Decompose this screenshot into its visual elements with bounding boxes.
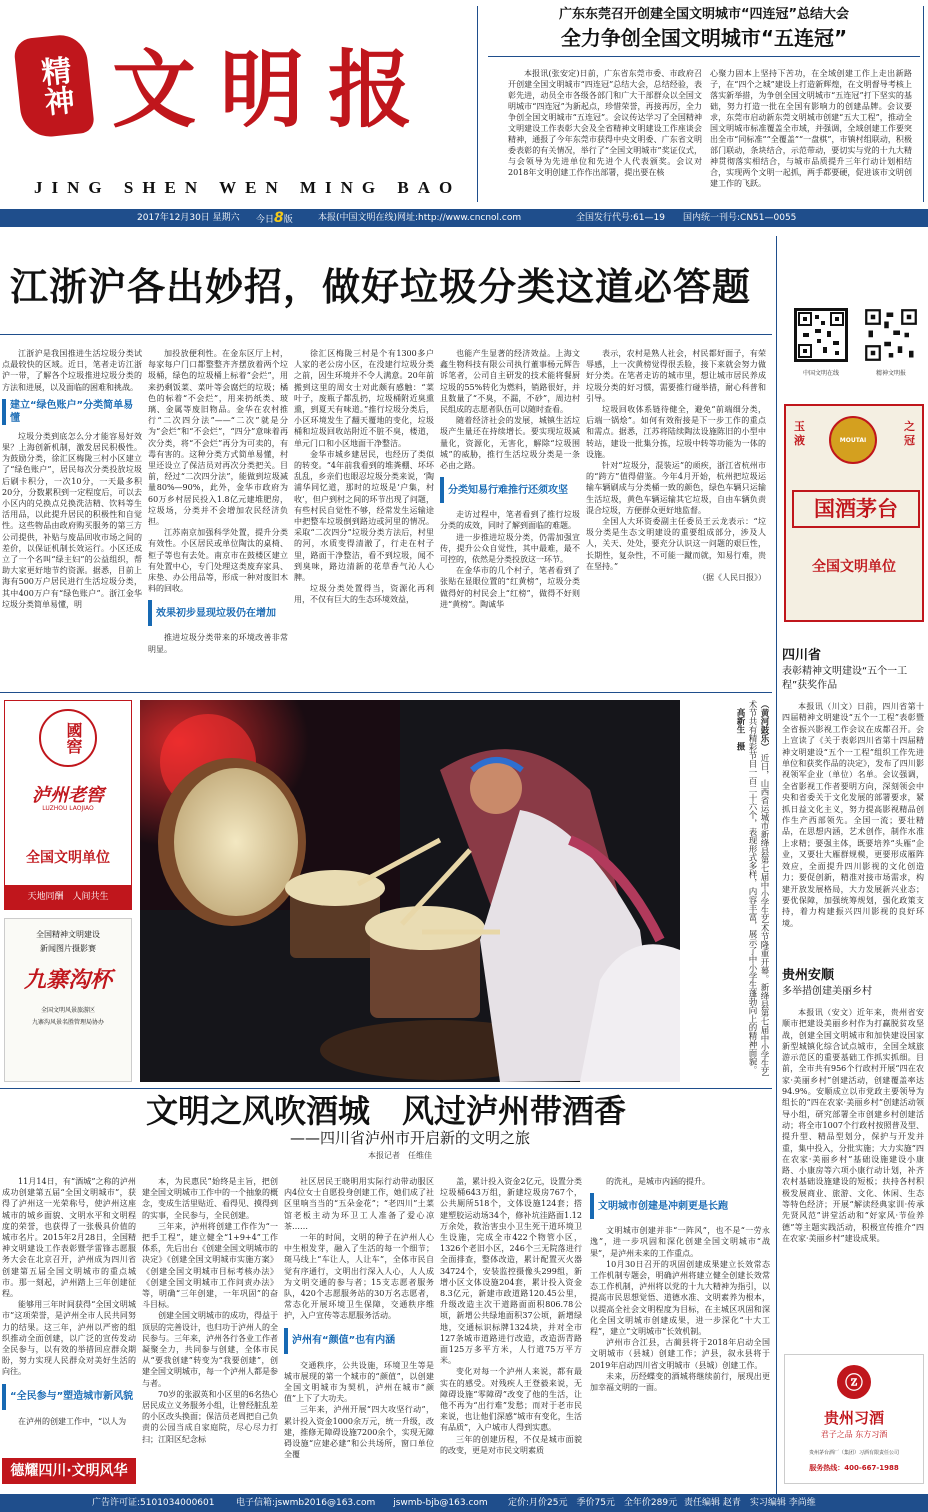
lead-col-1: 江浙沪是我国推进生活垃圾分类试点最较快的区域。近日，笔者走访江浙沪一带，了解各个垃圾推进垃圾分类的方法和进展，以及面临的困难和挑战。 建立“绿色账户”分类简单易懂 垃圾分类到底怎么分才能容易好效果？上海创新机制，激发居民积极性。为鼓励分类，徐汇区梅陇三村小区建立了“绿色账户”，居民每次分类投放垃圾后刷卡积分，一次10分，一天最多积20分，分数累积到一定程度后，可以去小区内的兑换点兑换洗洁精、饮料等生活用品，以此提升居民的积极性和自觉性。这些物品由政府购买服务的第三方公司提供，补贴与废品回收市场之间的差价，以保证机制长效运行。小区还成立了一个名叫“绿主妇”的公益组织，帮助大家更好地节约资源。据悉，目前上海有500万户居民进行生活垃圾分类，其中400万户有“绿色账户”。浙江金华垃圾分类简单易懂，明 — [2, 349, 142, 609]
jiuzhaigou-sponsor2: 九寨沟风景名胜管理局协办 — [31, 1019, 104, 1026]
jiuzhaigou-sponsor1: 全国文明风景旅游区 — [40, 1007, 95, 1014]
top-news-col1: 本报讯(张安定)日前，广东省东莞市委、市政府召开创建全国文明城市“四连冠”总结大会，总结经验，表彰先进，动员全市各级各部门和广大干部群众以全国文明城市“四连冠”为新起点，珍惜荣誉，再接再厉，全力争创全国文明城市“五连冠”。会议传达学习了全国精神文明建设工作表彰大会及全省精神文明建设工作座谈会精神，通报了今年东莞市获得中央文明委、广东省文明委表彰的有关情况，举行了“全国文明城市”奖证仪式，与会领导为先进单位和先进个人代表颁奖。会议对2018年文明创建工作作出部署，提出要在核 — [508, 69, 702, 177]
xijiu-slogan: 君子之品 东方习酒 — [820, 1430, 888, 1439]
maotai-brand: MOUTAI — [839, 436, 867, 444]
masthead-pinyin: JING SHEN WEN MING BAO — [34, 178, 462, 197]
jiuzhaigou-ad — [4, 918, 132, 1082]
lead-subhead-3: 分类知易行难推行还须攻坚 — [440, 477, 580, 503]
feature-subhead-2: 泸州有“颜值”也有内涵 — [284, 1328, 434, 1354]
maotai-ad-left: 玉液 — [794, 420, 805, 447]
dateline-cn: 国内统一刊号:CN51—0055 — [683, 213, 797, 223]
photo-caption — [688, 700, 770, 1082]
bottom-banner: 德耀四川·文明风华 — [2, 1458, 136, 1484]
lead-subhead-1: 建立“绿色账户”分类简单易懂 — [2, 399, 142, 425]
xijiu-logo-icon: ⓩ — [837, 1365, 871, 1399]
photo-tag: （黄河鼓乐） — [759, 700, 769, 751]
lead-subhead-2: 效果初步显现垃圾仍在增加 — [148, 600, 288, 626]
xijiu-name: 贵州习酒 — [823, 1409, 884, 1427]
lead-headline: 江浙沪各出妙招，做好垃圾分类这道必答题 — [10, 265, 752, 309]
lead-col-5: 表示，农村是熟人社会，村民都好面子，有荣辱感，上一次黄榜觉得很丢脸，接下来就会努力做好分类。在笔者走访的城市里，想让城市居民养成垃圾分类的好习惯，需要推行碰举措，耐心科普和引导。 垃圾回收体系链待健全，避免“前端细分类，后端一锅烩”。如何有效衔接是下一步工作的重点和需点。据悉，江苏将陆续陶汰设施陈旧的小型中转站，建设一批集分拣，垃圾中转等功能为一体的设施。 针对“垃圾分，混装运”的顽疾，浙江省杭州市的“跨方”值得借鉴。今年4月开始，杭州把垃圾运输车辆刷成与分类桶一致的颜色，绿色车辆只运输生活垃圾，黄色车辆运输其它垃圾，自由车辆负责混合垃圾，方便群众更好地监督。 全国人大环资委副主任委员王云龙表示：“垃圾分类是生态文明建设的重要组成部分，涉及人人，关天、处处，要充分认识这一问题的艰巨性，长期性，复杂性，不可能一蹴而就，知易行难，贵在坚持。” （据《人民日报》） — [586, 349, 766, 583]
maotai-ad — [784, 404, 924, 622]
photo-caption-text: 近日，山西省运城市新绛县第七届中小学生艺术节隆重开幕。新绛县第七届中小学生艺术节共有精彩节目一百二十六个，表现形式多样，内容丰富，展示了中小学生蓬勃向上的精神面貌。 — [747, 700, 769, 1077]
dateline-bar — [0, 209, 928, 227]
footer-bar — [0, 1494, 928, 1512]
maotai-ad-right: 之冠 — [904, 420, 915, 447]
guojiao-slogan: 全国文明单位 — [26, 850, 110, 866]
qr-block — [786, 308, 926, 384]
sidebar-sichuan — [782, 644, 924, 1004]
feature-col-1: 11月14日，有“酒城”之称的泸州成功创建第五届“全国文明城市”，获得了泸州这一光荣称号，使泸州这座城市的城乡面貌、文明水平和文明程度的荣誉，也获得了一张极具价值的城市名片。2015年2月28日，全国精神文明建设工作表彰暨学雷锋志愿服务大会在北京召开，泸州成为四川省创建第五届全国文明城市的重点城市。那一刻起，泸州踏上三年创建征程。 能够用三年时间获得“全国文明城市”这项荣誉，是泸州全市人民共同努力的结果。这三年，泸州以严密的组织推动全面创建，以广泛的宣传发动全民参与，以有效的举措回应群众期盼，努力实现人民群众对美好生活的向往。 “全民参与”塑造城市新风貌 在泸州的创建工作中，“以人为 — [2, 1177, 136, 1426]
lead-col-2: 加投放便利性。在金东区厅上村，每家每户门口都整整齐齐摆放着两个垃圾桶，绿色的垃圾桶上标着“会烂”，用来扔剩饭菜、菜叶等会腐烂的垃圾；橘色的标着“不会烂”，用来扔纸类、玻璃、金属等废旧物品。金华在农村推行“二次四分法”——“二次”就是分为“会烂”和“不会烂”，“四分”意味着再次分类，将“不会烂”再分为可卖的，有毒有害的。这种分类方式简单易懂，村里还设立了保洁员对再次分类把关。目前，经过“二次四分法”，能做到垃圾减量80%—90%，此外，金华市政府为60万乡村居民投入1.8亿元建堆肥房，垃圾场，分类并不会增加农民经济负担。 江苏南京加强科学处置，提升分类有效性。小区居民或单位陶汰的桌椅、柜子等也有去处。南京市在鼓楼区建立有处置中心，专门处理这类废弃家具、床垫、办公用品等，形成一种对废旧木料的回收。 效果初步显现垃圾仍在增加 推进垃圾分类带来的环境改善非常明显。 — [148, 349, 288, 654]
maotai-logo-icon — [829, 416, 877, 464]
masthead-seal — [13, 33, 95, 140]
dateline-issn: 全国发行代号:61—19 — [576, 213, 665, 223]
guojiao-ad — [4, 700, 132, 910]
top-news-title: 全力争创全国文明城市“五连冠” — [560, 26, 848, 50]
xijiu-company: 贵州茅台酒厂（集团）习酒有限责任公司 — [808, 1450, 899, 1456]
feature-col-3: 社区居民王晓明用实际行动带动服区内4位女士自愿投身创建工作，她们成了社区里响当当的“五朵金花”；“老四川”土菜馆老板主动为环卫工人准备了爱心凉茶…… 一年的时间，文明的种子在泸州人心中生根发芽，融入了生活的每一个细节；斑马线上“车让人，人让车”，全体市民自觉有序通行，文明出行深入人心，人人成为文明交通的参与者；15支志愿者服务队，420个志愿服务站的30万名志愿者，常态化开展环境卫生保障，交通秩序维护，入户宣传等志愿服务活动。 泸州有“颜值”也有内涵 交通秩序，公共设施，环境卫生等是城市展现的第一个城市的“颜值”，以创建全国文明城市为契机，泸州在城市“颜值”上下了大功夫。 三年来，泸州开展“四大攻坚行动”，累计投入资金1000余万元，统一升级，改建，推修无障碍设施7200余个，实现无障碍设施“应建必建”和公共场所，窗口单位全覆 — [284, 1177, 434, 1460]
page-count: 8 — [274, 210, 284, 226]
guojiao-sub: LUZHOU LAOJIAO — [42, 805, 94, 812]
sichuan-region: 四川省 — [782, 648, 822, 663]
sichuan-body: 本报讯（川文）日前，四川省第十四届精神文明建设“五个一工程”表彰暨全省振兴影视工作会议在成都召开。会上宣读了《关于表彰四川省第十四届精神文明建设“五个一工程”组织工作先进单位和获奖作品的决定》，发布了四川影视领军企业（单位）名单。会议强调，全省影视工作者要明方向，深刻领会中央和省委关于文化发展的部署要求，紧抓日益文化主义，努力提高影视精品创作生产西部领先。全国一流；要壮精品，在思想内涵，艺术创作，制作水准上求精；要强主体，既要培养“头雁”企业，又要壮大雁群规模，更要形成雁阵效应，全面提升四川影视的文化创造力；要促创新，精准对接市场需求，构建开放发展格局，大力发展新兴业态；要优保障，加强统筹规划，强化政策支持，着力构建振兴四川影视的良好环境。 — [782, 702, 924, 928]
top-news-kicker: 广东东莞召开创建全国文明城市“四连冠”总结大会 — [558, 7, 850, 22]
xijiu-hotline: 服务热线：400-667-1988 — [809, 1464, 899, 1472]
top-news-col2: 心聚力固本上坚持下苦功，在全域创建工作上走出新路子，在“四个之城”建设上打造新辉煌，在文明督导考核上落实新举措，为争创全国文明城市“五连冠”打下坚实的基础，努力打造一批在全国有影响力的创建品牌。会议要求，东莞市启动新东莞文明城市创建“五大工程”，推动全国文明城市标准覆盖全市域，并强调，全域创建工作要突出全市“同标准”“全覆盖”“一盘棋”，市镇村组联动，积极部门联动，条块结合，示范带动，要切实与党的十九大精神贯彻落实相结合，与城市品质提升三年行动计划相结合，实现两个文明一起抓，两手都要硬，促进该市文明创建工作的飞跃。 — [710, 69, 912, 188]
seal-chars: 精神 — [33, 54, 76, 118]
guizhou-region: 贵州安顺 — [782, 968, 835, 983]
footer-editors: 责任编辑 赵青 实习编辑 李尚维 — [684, 1498, 816, 1508]
guojiao-tagline: 天地同酬 人间共生 — [5, 885, 131, 909]
sichuan-title: 表彰精神文明建设“五个一工程”获奖作品 — [782, 666, 908, 691]
maotai-name: 国酒茅台 — [792, 490, 920, 528]
guojiao-brand: 泸州老窖 — [32, 785, 104, 806]
jiuzhaigou-line1: 全国精神文明建设 — [36, 930, 100, 939]
feature-subhead-3: 文明城市创建是冲刺更是长跑 — [590, 1193, 770, 1219]
dateline-date: 2017年12月30日 星期六 — [137, 213, 240, 223]
feature-subtitle: ——四川省泸州市开启新的文明之旅 — [289, 1129, 530, 1147]
qr-code-icon — [864, 308, 918, 362]
qr-caption-2: 精神文明报 — [875, 370, 906, 377]
guojiao-name: 國窖 — [39, 709, 97, 767]
news-photo — [140, 700, 680, 1082]
masthead-title: 文明报 — [112, 40, 437, 139]
top-news — [488, 6, 920, 204]
dateline-site: 本报(中国文明在线)网址:http://www.cncnol.com — [318, 213, 522, 223]
qr-caption-1: 中国文明在线 — [802, 370, 839, 377]
feature-headline: 文明之风吹酒城 风过泸州带酒香 — [145, 1092, 626, 1130]
qr-code-icon — [794, 308, 848, 362]
feature-col-4: 盖，累计投入资金2亿元，设置分类垃圾桶643万组，新建垃圾房767个，公共厕所518个，文体设施124套；搭建塑胶运动场34个，修补坑洼路面1.12万余处，救治害虫小卫生死干道环境卫生设施，完成全市422个物管小区，1326个老旧小区，246个三无院落进行全面排查，整体改造，累计配置灭火器34724个，安装监控摄像头299组，新增小区文体设施204套，累计投入资金8.3亿元，新建市政道路120.45公里，升级改造主次干道路面面积806.78公顷，新增公共绿地面积37公顷，新增绿地，交通标识标牌1324块，并对全市127条城市道路进行改造，改造沥青路面125万多平方米，人行道75万平方米。 变化对每一个泸州人来说，都有最实在的感受。对残疾人王登毅来说，无障碍设施“零障碍”改变了他的生活，让他不再为“出行难”发愁；而对于老市民来说，也让他们深感“城市有变化，生活有品质”，入户城市人得到实惠。 三年的创建历程，不仅是城市面貌的改变，更是对市民文明素质 — [440, 1177, 582, 1455]
jiuzhaigou-line2: 新闻图片摄影赛 — [40, 944, 96, 953]
xijiu-ad — [784, 1354, 924, 1484]
lead-col-4: 也能产生显著的经济效益。上海文鑫生物科技有限公司执行董事杨元辉告诉笔者，公司自主研发的技术能将餐厨垃圾的55%转化为燃料，销路很好，并且数量了“不臭，不漏，不砂”，周边村民组成的志愿者队伍可以随时查看。 随着经济社会的发展，城镇生活垃圾产生量还在持续增长。要实现垃圾减量化，资源化，无害化，解除“垃圾围城”的威胁，推行生活垃圾分类是一条必由之路。 分类知易行难推行还须攻坚 走访过程中，笔者看到了推行垃圾分类的成效，同时了解到面临的难题。 进一步推进垃圾分类，仍需加强宣传，提升公众自觉性，其中最难，最不可控的，依然是分类投放这一环节。 在金华市的几个村子，笔者看到了张贴在显眼位置的“红黄榜”，垃圾分类做得好的村民会上“红榜”，做得不好则进“黄榜”。陶诚华 — [440, 349, 580, 609]
maotai-slogan: 全国文明单位 — [812, 559, 896, 575]
jiuzhaigou-name: 九寨沟杯 — [23, 967, 112, 993]
guizhou-body: 本报讯（安文）近年来，贵州省安顺市把建设美丽乡村作为打赢脱贫攻坚战，创建全国文明城市和加快建设国家新型城镇化综合试点城市，全国全域旅游示范区的重要基础工作抓实抓细。目前，全市共有956个行政村开展“四在农家·美丽乡村”创建活动，创建覆盖率达94.9%。安顺成立以市党政主要领导为组长的“四在农家·美丽乡村”创建活动领导小组，研究部署全市创建乡村创建活动；将全市1007个行政村按照普及型、提升型、精品型划分，保护与开发并重，集中投入，分批实施；大力实施“四在农家·美丽乡村”基础设施建设小康路、小康房等六项小康行动计划，补齐农村基础设施建设的短板；扶持各村积极发展商业、旅游、文化、休闲、生态等特色经济；开展“解读经典家训·传承先贤风范”讲堂活动和“好家风·节俭养德”等主题实践活动，积极宣传推介“四在农家·美丽乡村”建设成果。 — [782, 1008, 924, 1243]
footer-price: 定价:月价25元 季价75元 全年价289元 — [508, 1498, 678, 1508]
guizhou-title: 多举措创建美丽乡村 — [782, 986, 872, 997]
photo-credit: 高新生 摄 — [735, 708, 745, 751]
footer-license: 广告许可证:5101034000601 — [92, 1498, 215, 1508]
lead-col-3: 徐汇区梅陇三村是个有1300多户人家的老公房小区，在没建行垃圾分类之前，因生环境并不令人满意。20年前搬到这里的周女士对此颇有感触：“菜叶子，废瓶子都乱扔，垃圾桶附近臭熏熏，到夏天有味道。”推行垃圾分类后，小区环境发生了翻天覆地的变化，垃圾桶和垃圾回收站附近不脏不臭，楼道，单元门口和小区地面干净整洁。 金华市城乡建居民，也经历了类似的转变。“4年前我看到的堆粪棚、坏坏乱乱，乡亲们也眼忍垃圾分类来说，‘陶浦华同忆道，那时的垃圾是‘户集，村收’，但户到村之间的环节出现了问题，有些村民自觉性不够，经常发生运输途中把整车垃圾倒到路边或河里的情况。采取“二次四分”垃圾分类方法后，村里的河，水质变得清澈了，行走在村子里，路面干净整洁，看不到垃圾，闻不到臭味，路边清新的花草香气沁人心脾。 垃圾分类处置得当，资源化再利用，不仅有巨大的生态环境效益， — [294, 349, 434, 605]
drum-performance-image — [140, 700, 680, 1082]
feature-byline: 本报记者 任维佳 — [368, 1151, 432, 1160]
dateline-pages: 今日8版 — [256, 210, 293, 226]
masthead — [0, 0, 928, 210]
feature-col-2: 本，为民惠民”始终是主旨，把创建全国文明城市工作中的一个抽象的概念，变成生活里贴近、看得见、摸得到的实事，全民参与，全民创建。 三年来，泸州将创建工作作为“一把手工程”，建立健全“1+9+4”工作体系，先后出台《创建全国文明城市的决定》《创建全国文明城市实施方案》《创建全国文明城市目标考核办法》《创建全国文明城市工作问责办法》等，明确“三年创建，一年巩固”的奋斗目标。 创建全国文明城市的成功，得益于顶层的完善设计，也归功于泸州人的全民参与。三年来，泸州各行各业工作者凝聚全力，共同参与创建，全体市民从“要我创建”转变为“我要创建”，创建全国文明城市，每一个泸州人都是参与者。 70岁的张淑英和小区里的6名热心居民成立义务服务小组，让曾经脏乱差的小区改头换面；保洁员老周把自己负责的公园当成自家庭院，尽心尽力打扫；江阳区纪念标 — [142, 1177, 278, 1444]
sidebar-guizhou — [782, 964, 924, 1264]
feature-col-5: 的洗礼，是城市内涵的提升。 文明城市创建是冲刺更是长跑 文明城市创建并非“一阵风”，也不是“一劳永逸”，进一步巩固和深化创建全国文明城市“战果”，是泸州未来的工作重点。 10月30日召开的巩固创建成果建立长效常态工作机制专题会，明确泸州将建立健全创建长效常态工作机制，泸州将以党的十九大精神为指引，以提高市民思想觉悟、道德水准、文明素养为根本，以提高全社会文明程度为目标，在主城区巩固和深化全国文明城市创建成果，进一步深化“十大工程”，建立“文明城市”长效机制。 泸州市合江县，古蔺县将于2018年启动全国文明城市（县城）创建工作；泸县，叙永县将于2019年启动四川省文明城市（县城）创建工作。 未来，历经蝶变的酒城将继续前行，展现出更加幸福文明的一面。 — [590, 1177, 770, 1393]
footer-email: 电子信箱:jswmb2016@163.com jswmb-bjb@163.com — [236, 1498, 488, 1508]
feature-subhead-1: “全民参与”塑造城市新风貌 — [2, 1384, 136, 1410]
